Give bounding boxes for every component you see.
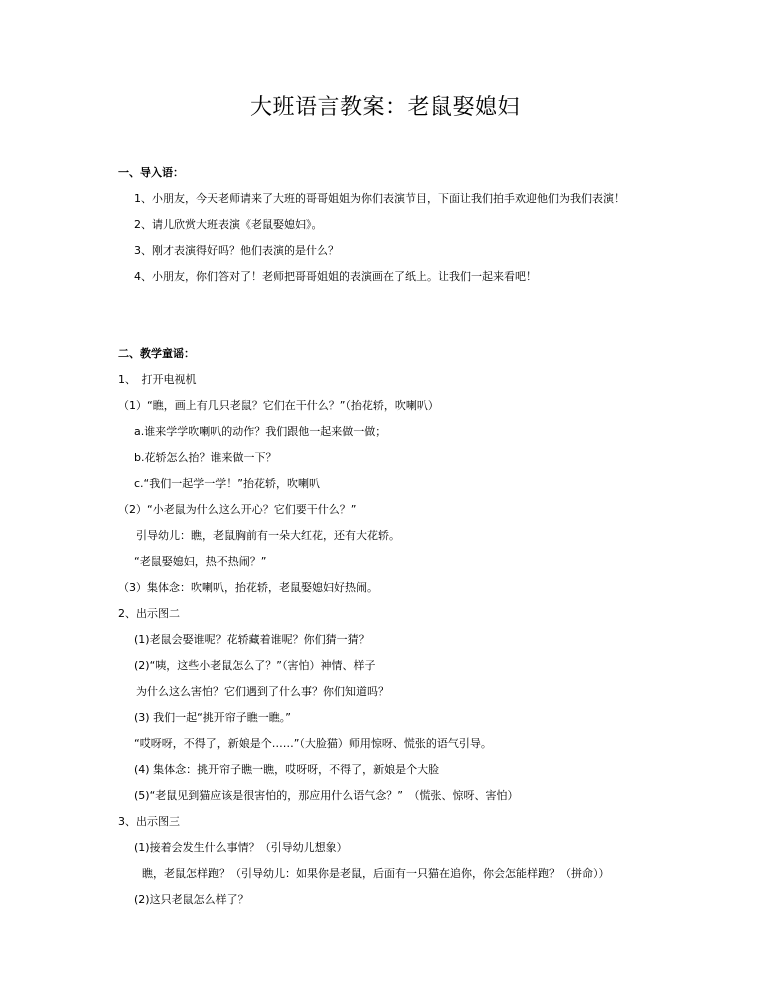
intro-item-1: 1、小朋友，今天老师请来了大班的哥哥姐姐为你们表演节目，下面让我们拍手欢迎他们为我们表演！ bbox=[134, 192, 625, 205]
step-3-heading: 3、出示图三 bbox=[118, 815, 180, 828]
section1-heading: 一、导入语： bbox=[118, 166, 184, 179]
step-2-item-4: (4) 集体念：挑开帘子瞧一瞧，哎呀呀，不得了，新娘是个大脸 bbox=[134, 763, 440, 776]
question-2: （2）“小老鼠为什么这么开心？它们要干什么？” bbox=[118, 503, 357, 516]
step-2-item-3: (3) 我们一起“挑开帘子瞧一瞧。” bbox=[134, 711, 291, 724]
step-2-item-1: (1)老鼠会娶谁呢？花轿藏着谁呢？你们猜一猜？ bbox=[134, 633, 370, 646]
step-2-item-2: (2)“咦，这些小老鼠怎么了？”（害怕）神情、样子 bbox=[134, 659, 376, 672]
guide-line-2: “老鼠娶媳妇，热不热闹？” bbox=[134, 555, 267, 568]
step-2-heading: 2、出示图二 bbox=[118, 607, 180, 620]
step-3-item-1b: 瞧，老鼠怎样跑？（引导幼儿：如果你是老鼠，后面有一只猫在追你，你会怎能样跑？（拼命）） bbox=[142, 867, 610, 880]
step-2-item-5: (5)“老鼠见到猫应该是很害怕的，那应用什么语气念？” （慌张、惊呀、害怕） bbox=[134, 789, 519, 802]
step-3-item-1: (1)接着会发生什么事情？（引导幼儿想象） bbox=[134, 841, 348, 854]
question-1: （1）“瞧，画上有几只老鼠？它们在干什么？”（抬花轿，吹喇叭） bbox=[118, 399, 439, 412]
step-3-item-2: (2)这只老鼠怎么样了？ bbox=[134, 893, 249, 906]
intro-item-4: 4、小朋友，你们答对了！老师把哥哥姐姐的表演画在了纸上。让我们一起来看吧！ bbox=[134, 270, 537, 283]
step-2-item-3b: “哎呀呀，不得了，新娘是个……”（大脸猫）师用惊呀、慌张的语气引导。 bbox=[134, 737, 492, 750]
intro-item-2: 2、请儿欣赏大班表演《老鼠娶媳妇》。 bbox=[134, 218, 323, 231]
step-1-heading: 1、 打开电视机 bbox=[118, 373, 197, 386]
document-title: 大班语言教案：老鼠娶媳妇 bbox=[249, 95, 520, 120]
step-2-item-2b: 为什么这么害怕？它们遇到了什么事？你们知道吗？ bbox=[136, 685, 389, 698]
sub-item-c: c.“我们一起学一学！”抬花轿，吹喇叭 bbox=[134, 477, 320, 490]
sub-item-b: b.花轿怎么抬？谁来做一下？ bbox=[134, 451, 277, 464]
intro-item-3: 3、刚才表演得好吗？他们表演的是什么？ bbox=[134, 244, 339, 257]
question-3: （3）集体念：吹喇叭，抬花轿，老鼠娶媳妇好热闹。 bbox=[118, 581, 378, 594]
sub-item-a: a.谁来学学吹喇叭的动作？我们跟他一起来做一做； bbox=[134, 425, 387, 438]
section2-heading: 二、教学童谣： bbox=[118, 347, 195, 360]
guide-line-1: 引导幼儿：瞧，老鼠胸前有一朵大红花，还有大花轿。 bbox=[136, 529, 400, 542]
